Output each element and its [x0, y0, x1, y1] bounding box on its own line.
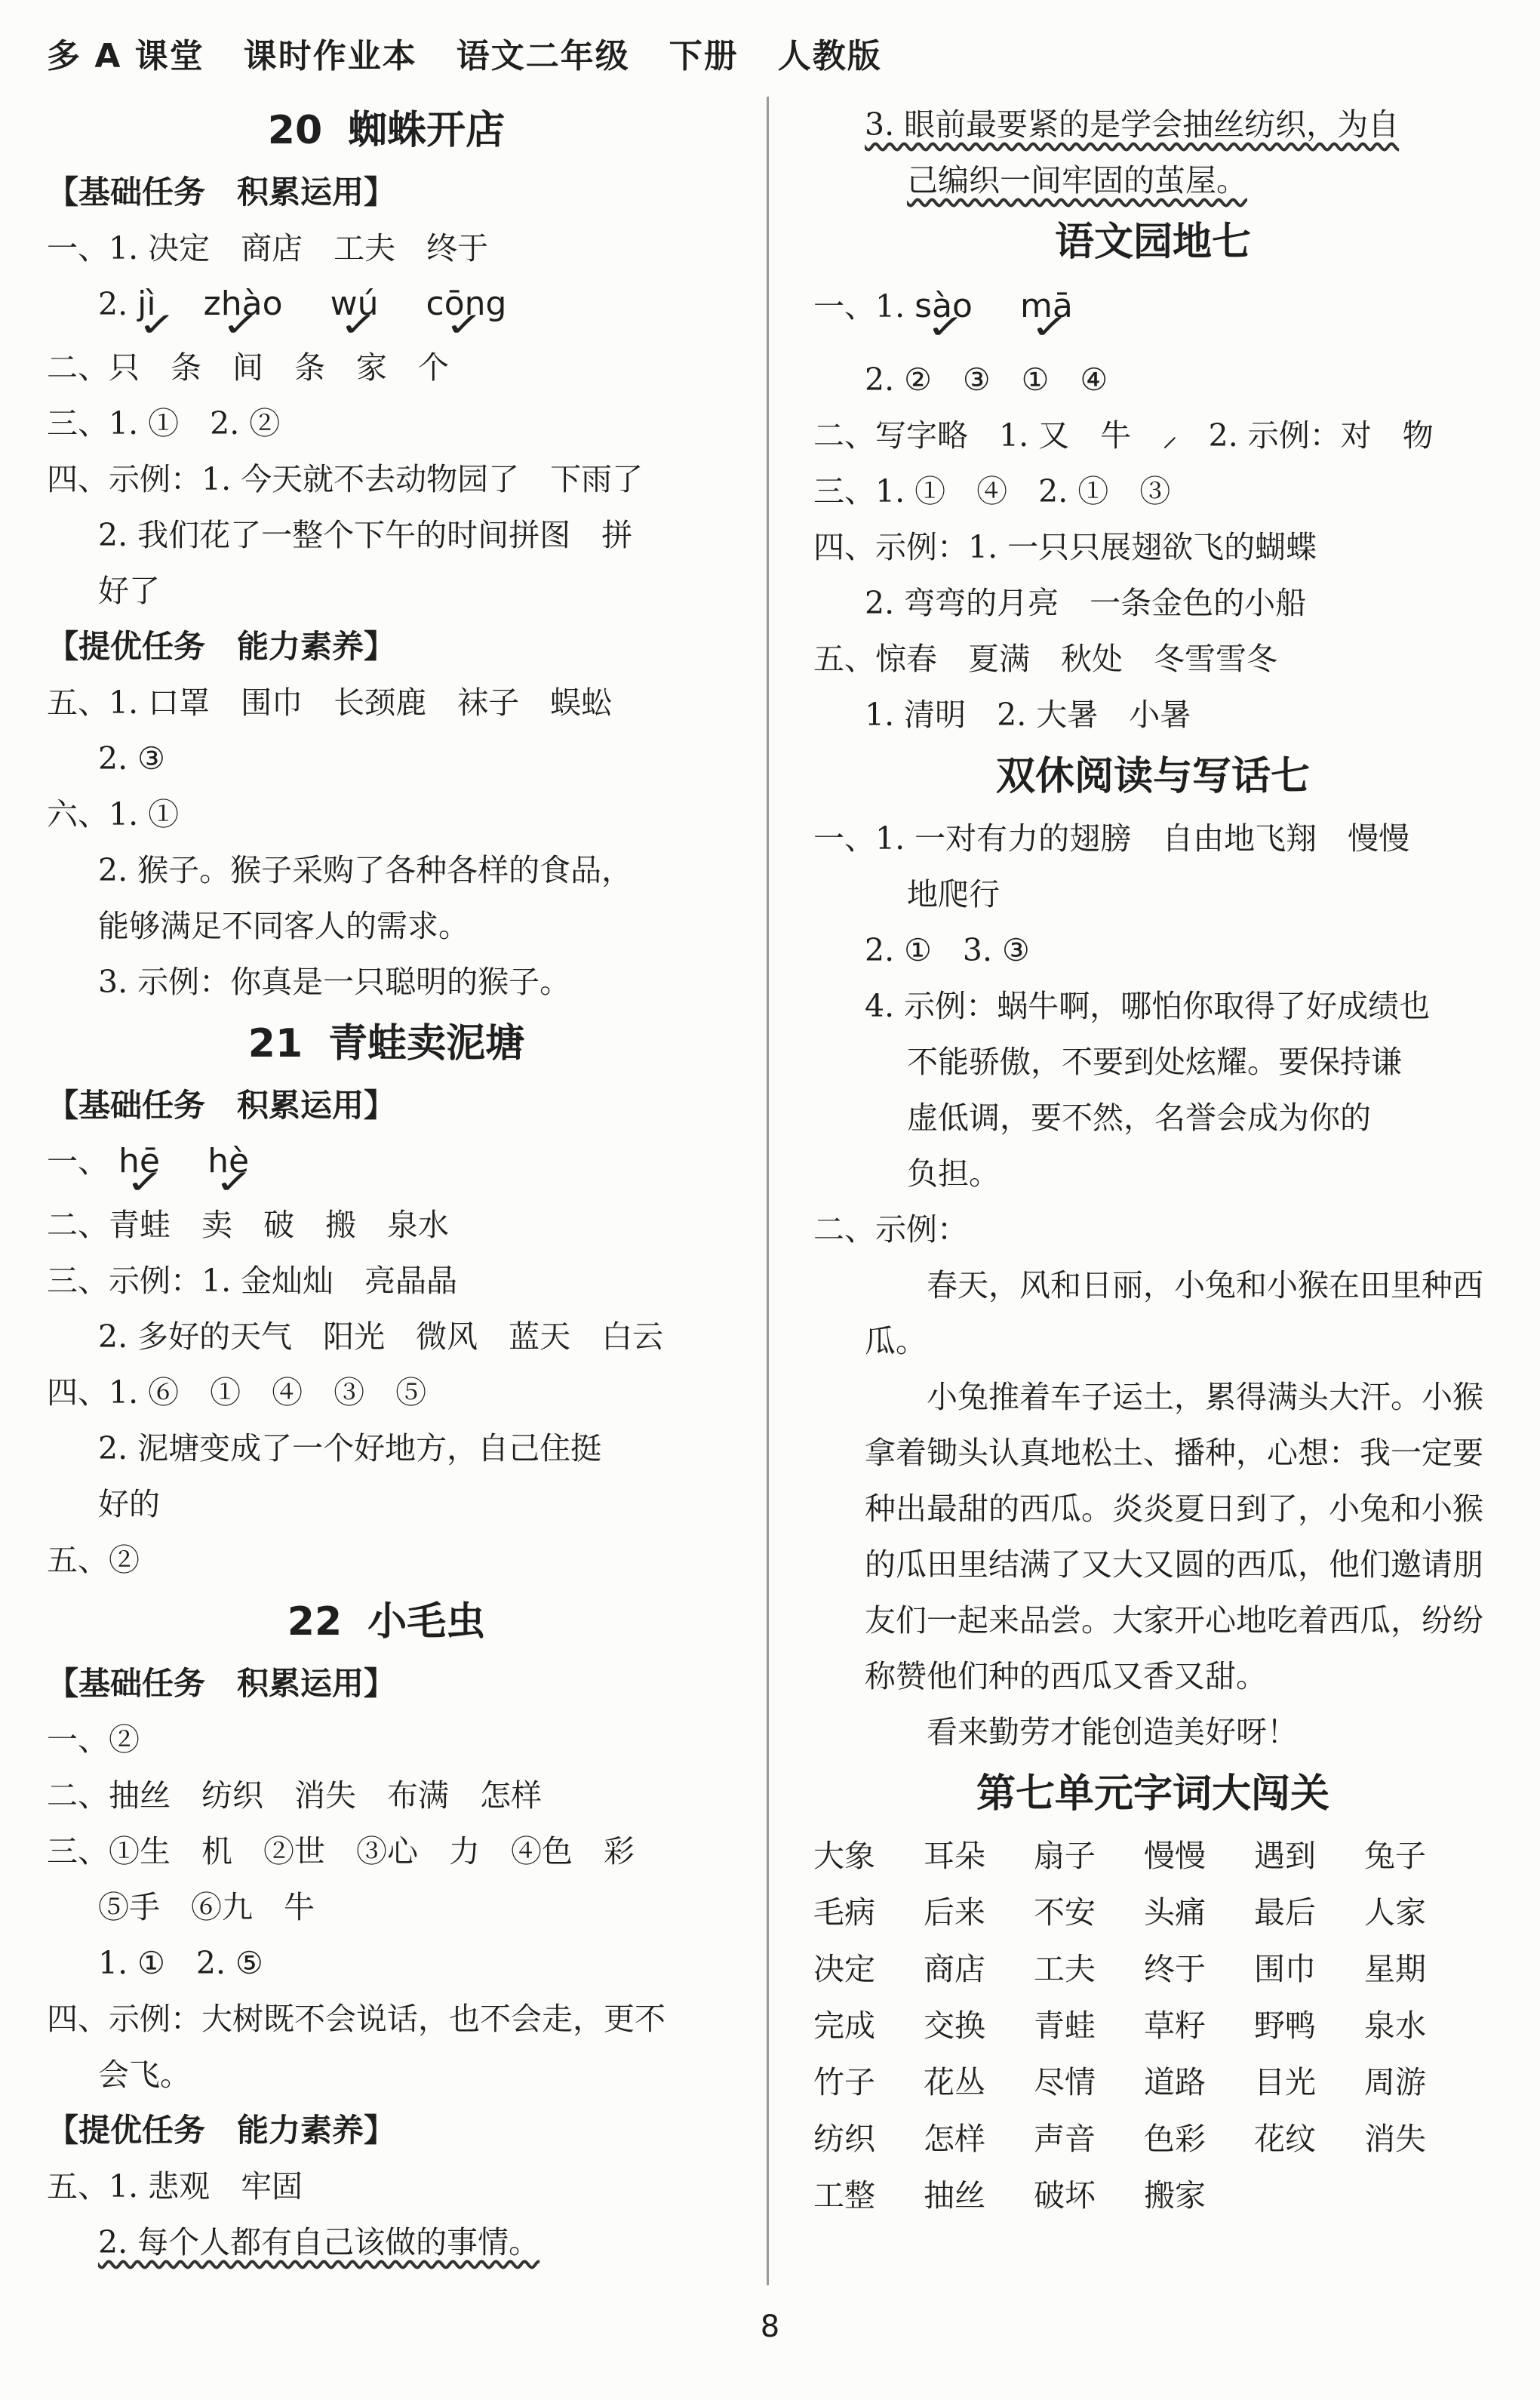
answer-line: 2. ③ — [98, 740, 165, 777]
lesson-20-title: 20 蜘蛛开店 — [267, 108, 506, 153]
answer-line — [813, 97, 1492, 152]
word-item: 终于 — [1144, 1951, 1206, 1987]
answer-line: 四、示例：1. 今天就不去动物园了 下雨了 — [47, 461, 644, 497]
answer-line: 二、只 条 间 条 家 个 — [47, 349, 449, 386]
yuwen-yuandi-title: 语文园地七 — [1054, 220, 1251, 265]
header-series: 课时作业本 — [243, 37, 417, 75]
word-item: 不安 — [1034, 1894, 1096, 1931]
section-basic: 【基础任务 积累运用】 — [47, 1665, 396, 1702]
word-item: 后来 — [924, 1894, 985, 1931]
answer-line: 二、写字略 1. 又 牛 ⸝ 2. 示例：对 物 — [813, 417, 1434, 454]
word-item: 尽情 — [1034, 2064, 1096, 2100]
answer-line: 2. 多好的天气 阳光 微风 蓝天 白云 — [98, 1318, 664, 1355]
word-item: 交换 — [924, 2008, 985, 2044]
answer-line: 好了 — [98, 573, 160, 609]
answer-line — [47, 2214, 726, 2270]
word-item: 商店 — [924, 1951, 985, 1987]
word-item: 抽丝 — [924, 2177, 985, 2214]
header-edition: 人教版 — [777, 37, 882, 75]
header-volume: 下册 — [669, 37, 739, 75]
word-item: 完成 — [813, 2008, 875, 2044]
underlined-answer: 己编织一间牢固的茧屋。 — [907, 162, 1247, 198]
word-item: 竹子 — [813, 2064, 875, 2100]
word-grid — [813, 1828, 1492, 2224]
word-item: 毛病 — [813, 1894, 875, 1931]
section-basic: 【基础任务 积累运用】 — [47, 1087, 396, 1124]
lesson-22-title: 22 小毛虫 — [287, 1599, 486, 1645]
answer-line: 五、惊春 夏满 秋处 冬雪雪冬 — [813, 641, 1277, 677]
word-item: 道路 — [1144, 2064, 1206, 2100]
answer-line: 二、青蛙 卖 破 搬 泉水 — [47, 1207, 449, 1243]
pinyin-item: mā ✓ — [1020, 276, 1073, 337]
left-column — [47, 97, 726, 2270]
lesson-21-title: 21 青蛙卖泥塘 — [247, 1021, 525, 1066]
word-item: 最后 — [1254, 1894, 1316, 1931]
answer-line: 4. 示例：蜗牛啊，哪怕你取得了好成绩也 — [865, 988, 1431, 1024]
answer-line: 2. 我们花了一整个下午的时间拼图 拼 — [98, 517, 633, 553]
answer-line: 二、示例： — [813, 1211, 968, 1248]
column-divider — [767, 97, 769, 2285]
pinyin-item: wú ✓ — [330, 276, 379, 332]
pinyin-item: zhào ✓ — [204, 276, 283, 332]
answer-line: 一、1. 决定 商店 工夫 终于 — [47, 230, 489, 266]
word-item: 搬家 — [1144, 2177, 1206, 2214]
word-item: 大象 — [813, 1838, 875, 1874]
answer-line — [813, 152, 1492, 208]
word-item: 遇到 — [1254, 1838, 1316, 1874]
word-item: 围巾 — [1254, 1951, 1316, 1987]
word-item: 声音 — [1034, 2121, 1096, 2157]
answer-line: 六、1. ① — [47, 796, 180, 832]
pinyin-item: hè ✓ — [207, 1134, 249, 1189]
word-item: 工夫 — [1034, 1951, 1096, 1987]
answer-line: 三、1. ① ④ 2. ① ③ — [813, 473, 1171, 509]
word-item: 消失 — [1364, 2121, 1426, 2157]
word-item: 慢慢 — [1144, 1838, 1206, 1874]
pinyin-item: cōng ✓ — [426, 276, 507, 332]
word-item: 扇子 — [1034, 1838, 1096, 1874]
answer-line: 四、1. ⑥ ① ④ ③ ⑤ — [47, 1374, 427, 1411]
answer-line: 四、示例：1. 一只只展翅欲飞的蝴蝶 — [813, 529, 1317, 565]
answer-line: 五、② — [47, 1542, 140, 1578]
answer-line: 2. 弯弯的月亮 一条金色的小船 — [865, 585, 1307, 621]
section-advanced: 【提优任务 能力素养】 — [47, 628, 396, 665]
right-column — [813, 97, 1492, 2224]
answer-line: 五、1. 口罩 围巾 长颈鹿 袜子 蜈蚣 — [47, 685, 613, 721]
answer-line: 不能骄傲，不要到处炫耀。要保持谦 — [907, 1044, 1402, 1080]
answer-line: 三、①生 机 ②世 ③心 力 ④色 彩 — [47, 1833, 635, 1869]
answer-line: 三、1. ① 2. ② — [47, 405, 281, 442]
answer-line: 1. ① 2. ⑤ — [98, 1945, 263, 1981]
word-item: 周游 — [1364, 2064, 1426, 2100]
word-item: 花丛 — [924, 2064, 985, 2100]
answer-line: 2. 猴子。猴子采购了各种各样的食品， — [98, 852, 633, 888]
pinyin-item: sào ✓ — [914, 276, 973, 337]
word-item: 青蛙 — [1034, 2008, 1096, 2044]
underlined-answer: 3. 眼前最要紧的是学会抽丝纺织，为自 — [865, 106, 1400, 143]
answer-line: 地爬行 — [907, 876, 1000, 912]
answer-line: 能够满足不同客人的需求。 — [98, 908, 469, 944]
page-number: 8 — [760, 2309, 780, 2344]
answer-line: 二、抽丝 纺织 消失 布满 怎样 — [47, 1777, 542, 1814]
answer-line: 好的 — [98, 1486, 160, 1522]
unit-words-title: 第七单元字词大闯关 — [976, 1771, 1329, 1817]
pinyin-line: 一、 hē ✓ hè ✓ — [47, 1134, 726, 1197]
answer-line: 3. 示例：你真是一只聪明的猴子。 — [98, 964, 571, 1000]
word-item: 目光 — [1254, 2064, 1316, 2100]
header-subject: 语文二年级 — [456, 37, 630, 75]
answer-line: 四、示例：大树既不会说话，也不会走，更不 — [47, 2001, 665, 2037]
section-basic: 【基础任务 积累运用】 — [47, 174, 396, 211]
underlined-answer: 2. 每个人都有自己该做的事情。 — [98, 2224, 540, 2260]
essay-paragraph: 看来勤劳才能创造美好呀！ — [927, 1714, 1298, 1750]
page-header — [47, 29, 921, 77]
word-item: 野鸭 — [1254, 2008, 1316, 2044]
word-item: 色彩 — [1144, 2121, 1206, 2157]
word-item: 头痛 — [1144, 1894, 1206, 1931]
weekend-reading-title: 双休阅读与写话七 — [995, 754, 1310, 799]
word-item: 人家 — [1364, 1894, 1426, 1931]
word-item: 星期 — [1364, 1951, 1426, 1987]
answer-line: 2. ② ③ ① ④ — [865, 362, 1108, 398]
pinyin-line: 2. jì ✓ zhào ✓ wú ✓ cōng ✓ — [47, 276, 726, 340]
pinyin-item: jì ✓ — [137, 276, 155, 332]
word-item: 破坏 — [1034, 2177, 1096, 2214]
word-item: 怎样 — [924, 2121, 985, 2157]
answer-line: 五、1. 悲观 牢固 — [47, 2168, 303, 2205]
answer-line: 1. 清明 2. 大暑 小暑 — [865, 697, 1191, 733]
answer-line: 一、② — [47, 1722, 140, 1758]
answer-line: 虚低调，要不然，名誉会成为你的 — [907, 1100, 1371, 1136]
answer-line: 会飞。 — [98, 2057, 191, 2093]
answer-line: 2. 泥塘变成了一个好地方，自己住挺 — [98, 1430, 602, 1466]
word-item: 耳朵 — [924, 1838, 985, 1874]
answer-line: ⑤手 ⑥九 牛 — [98, 1889, 315, 1925]
word-item: 纺织 — [813, 2121, 875, 2157]
word-item: 草籽 — [1144, 2008, 1206, 2044]
answer-line: 负担。 — [907, 1155, 1000, 1192]
word-item: 花纹 — [1254, 2121, 1316, 2157]
header-brand: 多 A 课堂 — [47, 37, 204, 75]
answer-line: 2. ① 3. ③ — [865, 932, 1030, 968]
word-item: 兔子 — [1364, 1838, 1426, 1874]
pinyin-line: 一、1. sào ✓ mā ✓ — [813, 276, 1492, 352]
pinyin-item: hē ✓ — [118, 1134, 160, 1189]
answer-line: 三、示例：1. 金灿灿 亮晶晶 — [47, 1263, 458, 1299]
word-item: 泉水 — [1364, 2008, 1426, 2044]
essay-paragraph: 小兔推着车子运土，累得满头大汗。小猴拿着锄头认真地松土、播种，心想：我一定要种出最甜的西瓜。炎炎夏日到了，小兔和小猴的瓜田里结满了又大又圆的西瓜，他们邀请朋友们一起来品尝。大家开心地吃着西瓜，纷纷称赞他们种的西瓜又香又甜。 — [865, 1379, 1483, 1694]
word-item: 决定 — [813, 1951, 875, 1987]
essay-paragraph: 春天，风和日丽，小兔和小猴在田里种西瓜。 — [865, 1267, 1483, 1359]
answer-line: 一、1. 一对有力的翅膀 自由地飞翔 慢慢 — [813, 820, 1410, 857]
word-item: 工整 — [813, 2177, 875, 2214]
section-advanced: 【提优任务 能力素养】 — [47, 2112, 396, 2149]
